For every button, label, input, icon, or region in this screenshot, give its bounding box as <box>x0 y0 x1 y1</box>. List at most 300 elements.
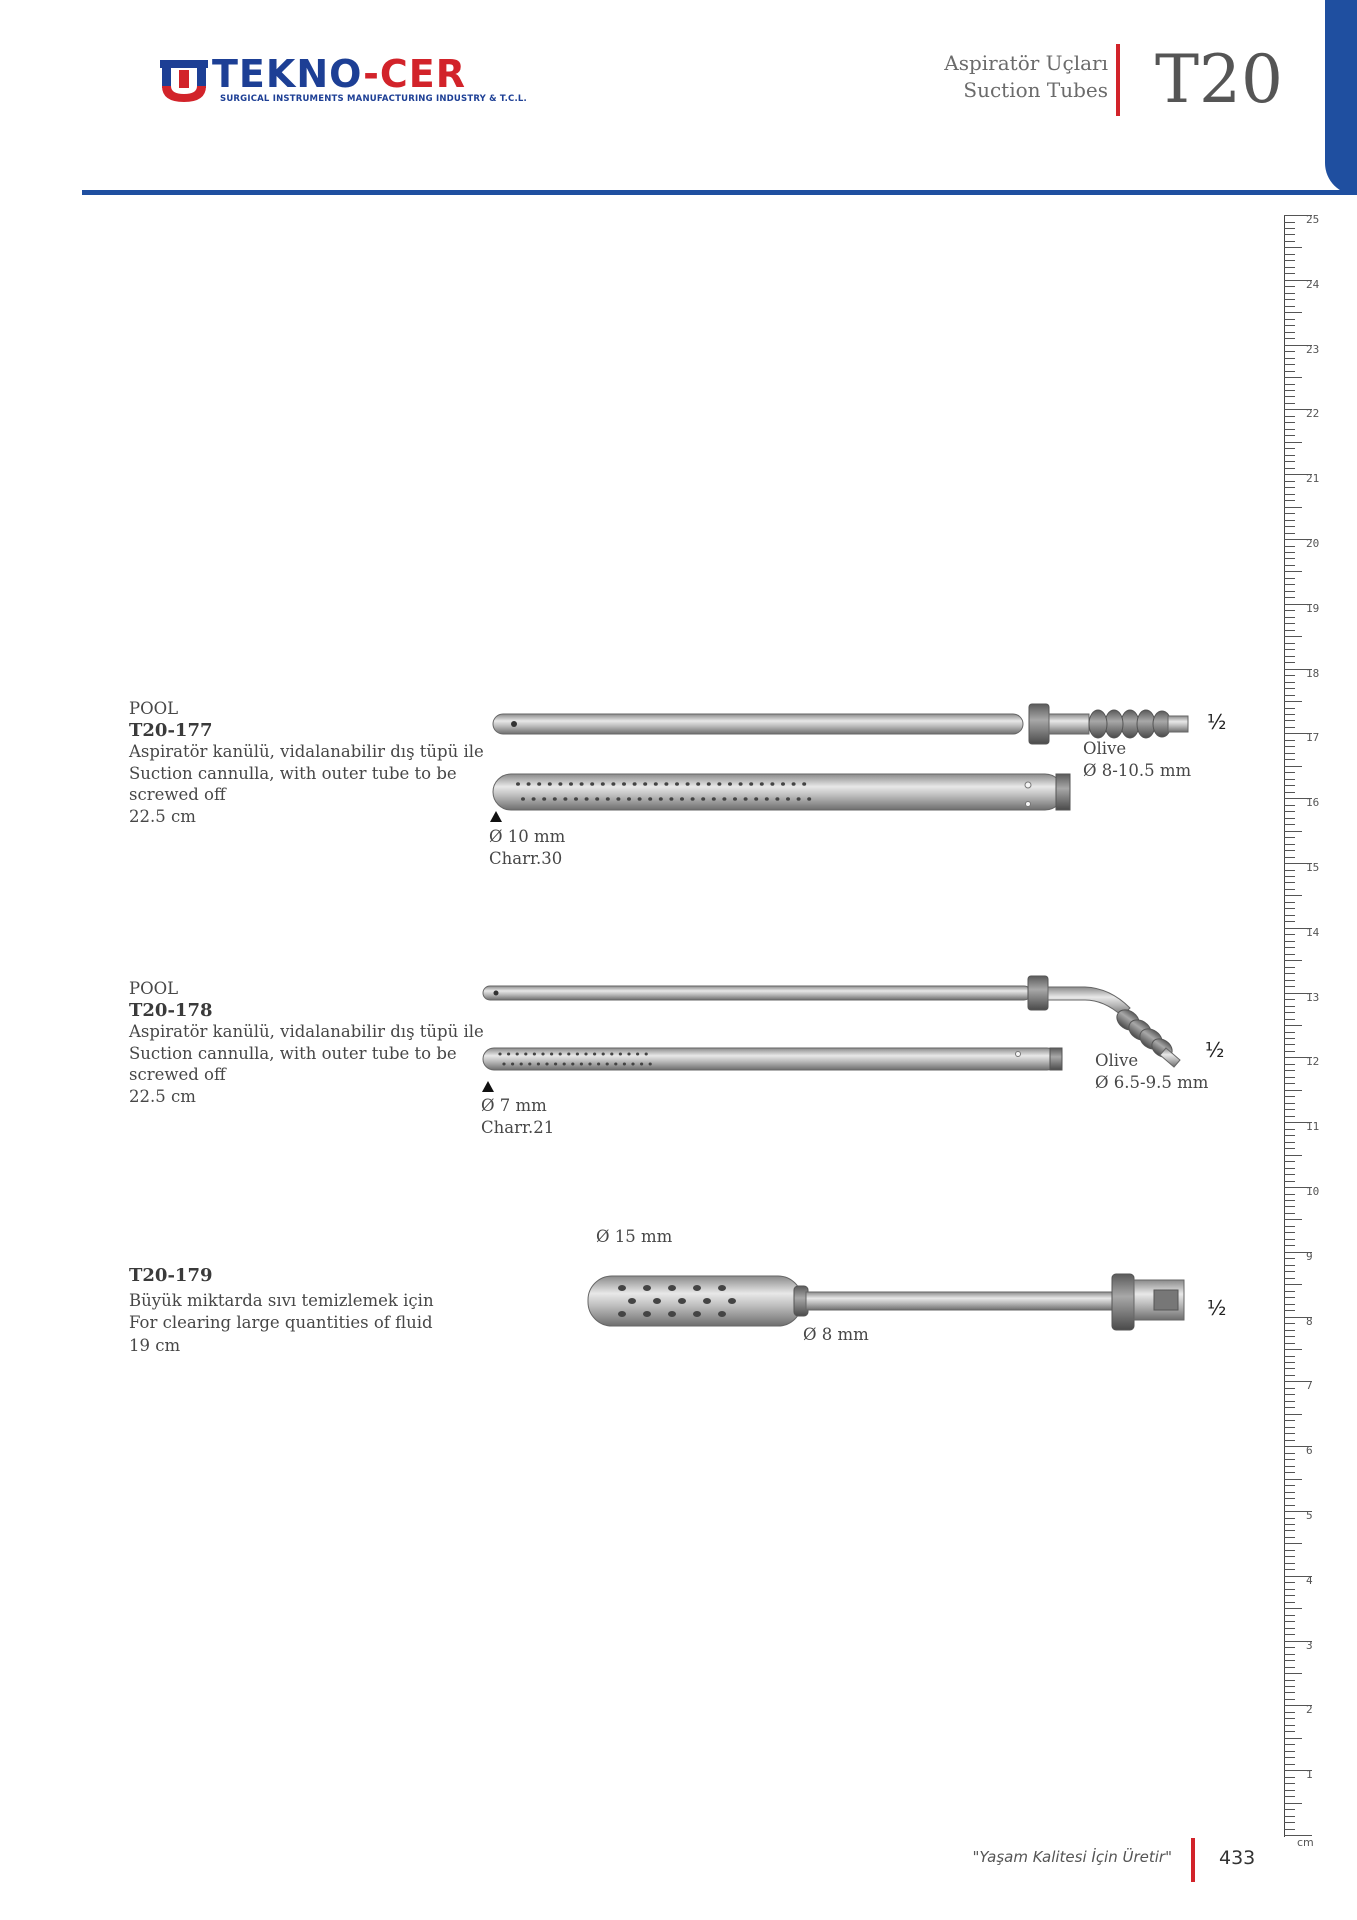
perforation-hole <box>563 1063 566 1066</box>
perforation-hole <box>664 782 668 786</box>
perforation-hole <box>593 1053 596 1056</box>
perforation-hole <box>733 797 737 801</box>
ruler-tick <box>1284 1582 1295 1583</box>
perforation-hole <box>703 1298 711 1304</box>
ruler-tick <box>1284 1019 1295 1020</box>
perforation-hole <box>563 797 567 801</box>
page-number: 433 <box>1219 1847 1256 1869</box>
ruler-tick <box>1284 1686 1295 1687</box>
shaft-diameter-t20-179: Ø 8 mm <box>803 1325 869 1344</box>
perforation-hole <box>622 782 626 786</box>
ruler-tick <box>1284 1777 1295 1778</box>
perforation-hole <box>516 1053 519 1056</box>
footer-slogan: "Yaşam Kalitesi İçin Üretir" <box>972 1848 1172 1866</box>
ruler-tick <box>1284 1654 1295 1655</box>
ruler-label: 20 <box>1306 537 1320 550</box>
footer-divider <box>1191 1838 1195 1882</box>
product-type: POOL <box>129 979 179 998</box>
perforation-hole <box>623 1063 626 1066</box>
header-rule <box>82 190 1357 195</box>
ruler-tick <box>1284 442 1302 443</box>
perforation-hole <box>498 1053 501 1056</box>
ruler-tick <box>1284 1012 1295 1013</box>
perforation-hole <box>693 1311 701 1317</box>
ruler-tick <box>1284 772 1295 773</box>
ruler-tick <box>1284 1219 1302 1220</box>
ruler-tick <box>1284 617 1295 618</box>
perforation-hole <box>559 1053 562 1056</box>
ruler-tick <box>1284 960 1302 961</box>
ruler-tick <box>1284 792 1295 793</box>
ruler-tick <box>1284 1168 1295 1169</box>
ruler-tick <box>1284 1284 1302 1285</box>
ruler-tick <box>1284 746 1295 747</box>
perforation-hole <box>693 1285 701 1291</box>
ruler-tick <box>1284 1472 1295 1473</box>
ruler-tick <box>1284 571 1302 572</box>
connector-size-t20-177: ½ <box>1207 710 1227 734</box>
perforation-hole <box>537 782 541 786</box>
perforation-hole <box>614 1063 617 1066</box>
perforation-hole <box>627 797 631 801</box>
ruler-tick <box>1284 591 1295 592</box>
ruler-tick <box>1284 895 1302 896</box>
perforation-hole <box>696 782 700 786</box>
ruler-tick <box>1284 371 1295 372</box>
perforation-hole <box>744 797 748 801</box>
perforation-hole <box>507 1053 510 1056</box>
ruler-tick <box>1284 818 1295 819</box>
ruler-tick <box>1284 1543 1302 1544</box>
ruler-label: 14 <box>1306 925 1320 939</box>
ruler-tick <box>1284 1589 1295 1590</box>
ruler-tick <box>1284 1148 1295 1149</box>
ruler-tick <box>1284 241 1295 242</box>
ruler-label: 10 <box>1306 1185 1320 1198</box>
ruler-tick <box>1284 1621 1295 1622</box>
ruler-tick <box>1284 1602 1295 1603</box>
ruler-tick <box>1284 533 1295 534</box>
ruler-tick <box>1284 1816 1295 1817</box>
ruler-tick <box>1284 1330 1295 1331</box>
ruler-tick <box>1284 636 1302 637</box>
ruler-tick <box>1284 507 1302 508</box>
ruler-tick <box>1284 753 1295 754</box>
ruler-tick <box>1284 416 1295 417</box>
perforation-hole <box>686 782 690 786</box>
ruler-tick <box>1284 1206 1295 1207</box>
ruler-tick <box>1284 1673 1302 1674</box>
ruler-tick <box>1284 293 1295 294</box>
ruler-label: 11 <box>1306 1120 1320 1134</box>
ruler-tick <box>1284 1271 1295 1272</box>
tip-marker-triangle-t20-178 <box>482 1081 494 1092</box>
ruler-tick <box>1284 319 1295 320</box>
perforation-hole <box>532 797 536 801</box>
perforation-hole <box>502 1063 505 1066</box>
ruler-tick <box>1284 1628 1295 1629</box>
ruler-tick <box>1284 306 1295 307</box>
ruler-tick <box>1284 824 1295 825</box>
ruler-tick <box>1284 1323 1295 1324</box>
ruler-tick <box>1284 1174 1295 1175</box>
product-length: 22.5 cm <box>129 806 196 826</box>
brand-name-separator: - <box>363 52 380 96</box>
ruler-tick <box>1284 1829 1295 1830</box>
ruler-tick <box>1284 1809 1295 1810</box>
perforation-hole <box>749 782 753 786</box>
tip-marker-triangle-t20-177 <box>490 811 502 822</box>
ruler-tick <box>1284 701 1302 702</box>
ruler-tick <box>1284 630 1295 631</box>
ruler-tick <box>1284 552 1295 553</box>
ruler-tick <box>1284 1394 1295 1395</box>
ruler-tick <box>1284 623 1295 624</box>
ruler-tick <box>1284 1362 1295 1363</box>
ruler-tick <box>1284 299 1295 300</box>
ruler-tick <box>1284 870 1295 871</box>
ruler-tick <box>1284 941 1295 942</box>
ruler-tick <box>1284 1459 1295 1460</box>
perforation-hole <box>669 797 673 801</box>
ruler-tick <box>1284 546 1295 547</box>
ruler-tick <box>1284 1232 1295 1233</box>
perforation-hole <box>648 797 652 801</box>
ruler-tick <box>1284 286 1295 287</box>
ruler-tick <box>1284 675 1295 676</box>
ruler-tick <box>1284 805 1295 806</box>
perforation-hole <box>628 1298 636 1304</box>
ruler-tick <box>1284 1051 1295 1052</box>
ruler-tick <box>1284 1660 1295 1661</box>
ruler-tick <box>1284 1142 1295 1143</box>
perforation-hole <box>602 1053 605 1056</box>
brand-tagline: SURGICAL INSTRUMENTS MANUFACTURING INDUSTRY & T.C.L. <box>220 94 527 104</box>
perforation-hole <box>619 1053 622 1056</box>
ruler-tick <box>1284 1492 1295 1493</box>
ruler-tick <box>1284 850 1295 851</box>
ruler-tick <box>1284 1077 1295 1078</box>
perforation-hole <box>640 1063 643 1066</box>
perforation-hole <box>527 782 531 786</box>
perforation-hole <box>580 782 584 786</box>
product-length: 19 cm <box>129 1335 181 1355</box>
ruler-tick <box>1284 481 1295 482</box>
perforation-hole <box>802 782 806 786</box>
ruler-tick <box>1284 1181 1295 1182</box>
ruler-tick <box>1284 1680 1295 1681</box>
ruler-tick <box>1284 1343 1295 1344</box>
product-code: T20-177 <box>129 719 213 741</box>
ruler-tick <box>1284 312 1302 313</box>
perforation-hole <box>770 782 774 786</box>
product-info-t20-179 <box>129 1265 434 1357</box>
ruler-tick <box>1284 811 1295 812</box>
ruler-tick <box>1284 889 1295 890</box>
ruler-tick <box>1284 999 1295 1000</box>
ruler-label: 4 <box>1306 1573 1313 1587</box>
ruler-tick <box>1284 682 1295 683</box>
ruler-tick <box>1284 1135 1295 1136</box>
perforation-hole <box>597 1063 600 1066</box>
ruler-tick <box>1284 1485 1295 1486</box>
perforation-hole <box>537 1063 540 1066</box>
perforation-hole <box>516 782 520 786</box>
perforation-hole <box>528 1063 531 1066</box>
perforation-hole <box>718 1285 726 1291</box>
ruler-label: 25 <box>1306 213 1320 226</box>
ruler-label: 13 <box>1306 990 1320 1004</box>
ruler-tick <box>1284 1420 1295 1421</box>
ruler-label: 12 <box>1306 1055 1320 1069</box>
ruler-tick <box>1284 429 1295 430</box>
section-title-tr: Aspiratör Uçları <box>944 51 1108 75</box>
connector-size-t20-179: ½ <box>1207 1296 1227 1320</box>
perforation-hole <box>792 782 796 786</box>
ruler-tick <box>1284 1090 1302 1091</box>
ruler-tick <box>1284 325 1295 326</box>
ruler-label: 17 <box>1306 731 1320 745</box>
ruler-tick <box>1284 1647 1295 1648</box>
ruler-tick <box>1284 1466 1295 1467</box>
ruler-tick <box>1284 1368 1295 1369</box>
ruler-tick <box>1284 1239 1295 1240</box>
perforation-hole <box>631 1063 634 1066</box>
perforation-hole <box>691 797 695 801</box>
product-code: T20-179 <box>129 1265 213 1286</box>
ruler-tick <box>1284 468 1295 469</box>
ruler-tick <box>1284 222 1295 223</box>
tip-diameter-t20-178: Ø 7 mm <box>481 1096 547 1115</box>
ruler-tick <box>1284 1245 1295 1246</box>
ruler-tick <box>1284 695 1295 696</box>
ruler-label: 7 <box>1306 1379 1313 1393</box>
ruler-tick <box>1284 1563 1295 1564</box>
ruler-label: 18 <box>1306 666 1320 680</box>
ruler-tick <box>1284 1433 1295 1434</box>
perforation-hole <box>668 1285 676 1291</box>
ruler-label: 19 <box>1306 601 1320 615</box>
ruler-tick <box>1284 1356 1295 1357</box>
ruler-tick <box>1284 332 1295 333</box>
ruler-tick <box>1284 1401 1295 1402</box>
ruler-tick <box>1284 779 1295 780</box>
ruler-axis <box>1284 215 1285 1837</box>
ruler-tick <box>1284 954 1295 955</box>
charr-size-t20-177: Charr.30 <box>489 849 563 868</box>
ruler-tick <box>1284 714 1295 715</box>
perforation-hole <box>654 782 658 786</box>
ruler-tick <box>1284 844 1295 845</box>
perforation-hole <box>668 1311 676 1317</box>
ruler-tick <box>1284 1608 1302 1609</box>
ruler-label: 15 <box>1306 861 1320 874</box>
ruler-tick <box>1284 986 1295 987</box>
ruler-tick <box>1284 1530 1295 1531</box>
ruler-label: 22 <box>1306 407 1320 421</box>
perforation-hole <box>638 797 642 801</box>
brand-name-part2: CER <box>379 52 467 96</box>
ruler-tick <box>1284 1038 1295 1039</box>
ruler-label: 3 <box>1306 1638 1313 1652</box>
ruler-tick <box>1284 934 1295 935</box>
ruler-tick <box>1284 358 1295 359</box>
ruler-tick <box>1284 448 1295 449</box>
ruler-tick <box>1284 384 1295 385</box>
perforation-hole <box>511 1063 514 1066</box>
charr-size-t20-178: Charr.21 <box>481 1118 555 1137</box>
ruler-tick <box>1284 364 1295 365</box>
ruler-tick <box>1284 1291 1295 1292</box>
ruler-tick <box>1284 396 1295 397</box>
ruler-tick <box>1284 565 1295 566</box>
ruler-tick <box>1284 947 1295 948</box>
product-desc-en-line2: screwed off <box>129 785 226 804</box>
perforation-hole <box>765 797 769 801</box>
ruler-tick <box>1284 1595 1295 1596</box>
ruler-tick <box>1284 1440 1295 1441</box>
ruler-tick <box>1284 727 1295 728</box>
ruler-tick <box>1284 1569 1295 1570</box>
perforation-hole <box>722 797 726 801</box>
ruler-tick <box>1284 254 1295 255</box>
perforation-hole <box>717 782 721 786</box>
ruler-tick <box>1284 558 1295 559</box>
ruler-tick <box>1284 1103 1295 1104</box>
perforation-hole <box>760 782 764 786</box>
ruler-tick <box>1284 1453 1295 1454</box>
ruler-tick <box>1284 1375 1295 1376</box>
ruler-tick <box>1284 390 1295 391</box>
perforation-hole <box>754 797 758 801</box>
product-desc-en-line1: Suction cannulla, with outer tube to be <box>129 1043 457 1063</box>
product-desc-en-line2: screwed off <box>129 1065 226 1084</box>
product-desc-en: For clearing large quantities of fluid <box>129 1313 433 1332</box>
ruler-tick <box>1284 1634 1295 1635</box>
perforation-hole <box>701 797 705 801</box>
ruler-label: 5 <box>1306 1509 1313 1522</box>
product-info-t20-178 <box>129 978 484 1107</box>
perforation-hole <box>580 1063 583 1066</box>
ruler-tick <box>1284 1109 1295 1110</box>
ruler-tick <box>1284 1505 1295 1506</box>
ruler-tick <box>1284 785 1295 786</box>
olive-label-t20-178: Olive <box>1095 1051 1139 1070</box>
ruler-tick <box>1284 1278 1295 1279</box>
ruler-tick <box>1284 1083 1295 1084</box>
ruler-tick <box>1284 455 1295 456</box>
ruler-tick <box>1284 1757 1295 1758</box>
ruler-tick <box>1284 908 1295 909</box>
ruler-tick <box>1284 584 1295 585</box>
perforation-hole <box>576 1053 579 1056</box>
brand-logo <box>160 52 527 110</box>
ruler-tick <box>1284 1667 1295 1668</box>
ruler-tick <box>1284 1718 1295 1719</box>
ruler-tick <box>1284 1032 1295 1033</box>
ruler-tick <box>1284 1498 1295 1499</box>
ruler-label: 2 <box>1306 1703 1313 1717</box>
perforation-hole <box>643 1285 651 1291</box>
ruler-tick <box>1284 1265 1295 1266</box>
perforation-hole <box>645 1053 648 1056</box>
perforation-hole <box>548 782 552 786</box>
brand-name <box>212 52 466 96</box>
ruler-tick <box>1284 1725 1295 1726</box>
ruler-tick <box>1284 1258 1295 1259</box>
ruler-tick <box>1284 1751 1295 1752</box>
ruler-tick <box>1284 1692 1295 1693</box>
ruler-tick <box>1284 921 1295 922</box>
perforation-hole <box>636 1053 639 1056</box>
ruler-tick <box>1284 1407 1295 1408</box>
ruler-tick <box>1284 1731 1295 1732</box>
olive-diameter-t20-177: Ø 8-10.5 mm <box>1083 761 1192 780</box>
tip-diameter-t20-177: Ø 10 mm <box>489 827 566 846</box>
ruler-label: 16 <box>1306 796 1320 810</box>
ruler-tick <box>1284 1822 1295 1823</box>
ruler-tick <box>1284 882 1295 883</box>
perforation-hole <box>550 1053 553 1056</box>
ruler-tick <box>1284 1388 1295 1389</box>
ruler-tick <box>1284 578 1295 579</box>
perforation-hole <box>545 1063 548 1066</box>
ruler-tick <box>1284 1297 1295 1298</box>
olive-diameter-t20-178: Ø 6.5-9.5 mm <box>1095 1073 1209 1092</box>
ruler-tick <box>1284 228 1295 229</box>
perforation-hole <box>616 797 620 801</box>
ruler-tick <box>1284 1796 1295 1797</box>
ruler-tick <box>1284 435 1295 436</box>
ruler-label: 6 <box>1306 1444 1313 1458</box>
ruler-tick <box>1284 1336 1295 1337</box>
header-divider <box>1116 44 1120 116</box>
ruler-tick <box>1284 656 1295 657</box>
ruler-tick <box>1284 1213 1295 1214</box>
brand-name-part1: TEKNO <box>212 52 364 96</box>
perforation-hole <box>521 797 525 801</box>
ruler-tick <box>1284 273 1295 274</box>
ruler-tick <box>1284 520 1295 521</box>
perforation-hole <box>611 782 615 786</box>
perforation-hole <box>554 1063 557 1066</box>
ruler-tick <box>1284 403 1295 404</box>
head-diameter-t20-179: Ø 15 mm <box>596 1227 673 1246</box>
connector-size-t20-178: ½ <box>1205 1038 1225 1062</box>
perforation-hole <box>590 782 594 786</box>
ruler-tick <box>1284 837 1295 838</box>
product-desc-tr: Büyük miktarda sıvı temizlemek için <box>129 1290 434 1310</box>
ruler-tick <box>1284 1764 1295 1765</box>
ruler-label: 23 <box>1306 342 1320 356</box>
ruler-tick <box>1284 597 1295 598</box>
ruler-tick <box>1284 1744 1295 1745</box>
ruler-tick <box>1284 1349 1302 1350</box>
ruler-tick <box>1284 1155 1302 1156</box>
ruler-tick <box>1284 1615 1295 1616</box>
ruler-tick <box>1284 759 1295 760</box>
ruler-tick <box>1284 662 1295 663</box>
ruler-label: 24 <box>1306 277 1320 291</box>
ruler-tick <box>1284 1518 1295 1519</box>
ruler-tick <box>1284 1064 1295 1065</box>
ruler-tick <box>1284 1537 1295 1538</box>
ruler-unit-label: cm <box>1297 1836 1314 1849</box>
perforation-hole <box>595 797 599 801</box>
perforation-hole <box>627 1053 630 1056</box>
perforation-hole <box>775 797 779 801</box>
ruler-tick <box>1284 1310 1295 1311</box>
